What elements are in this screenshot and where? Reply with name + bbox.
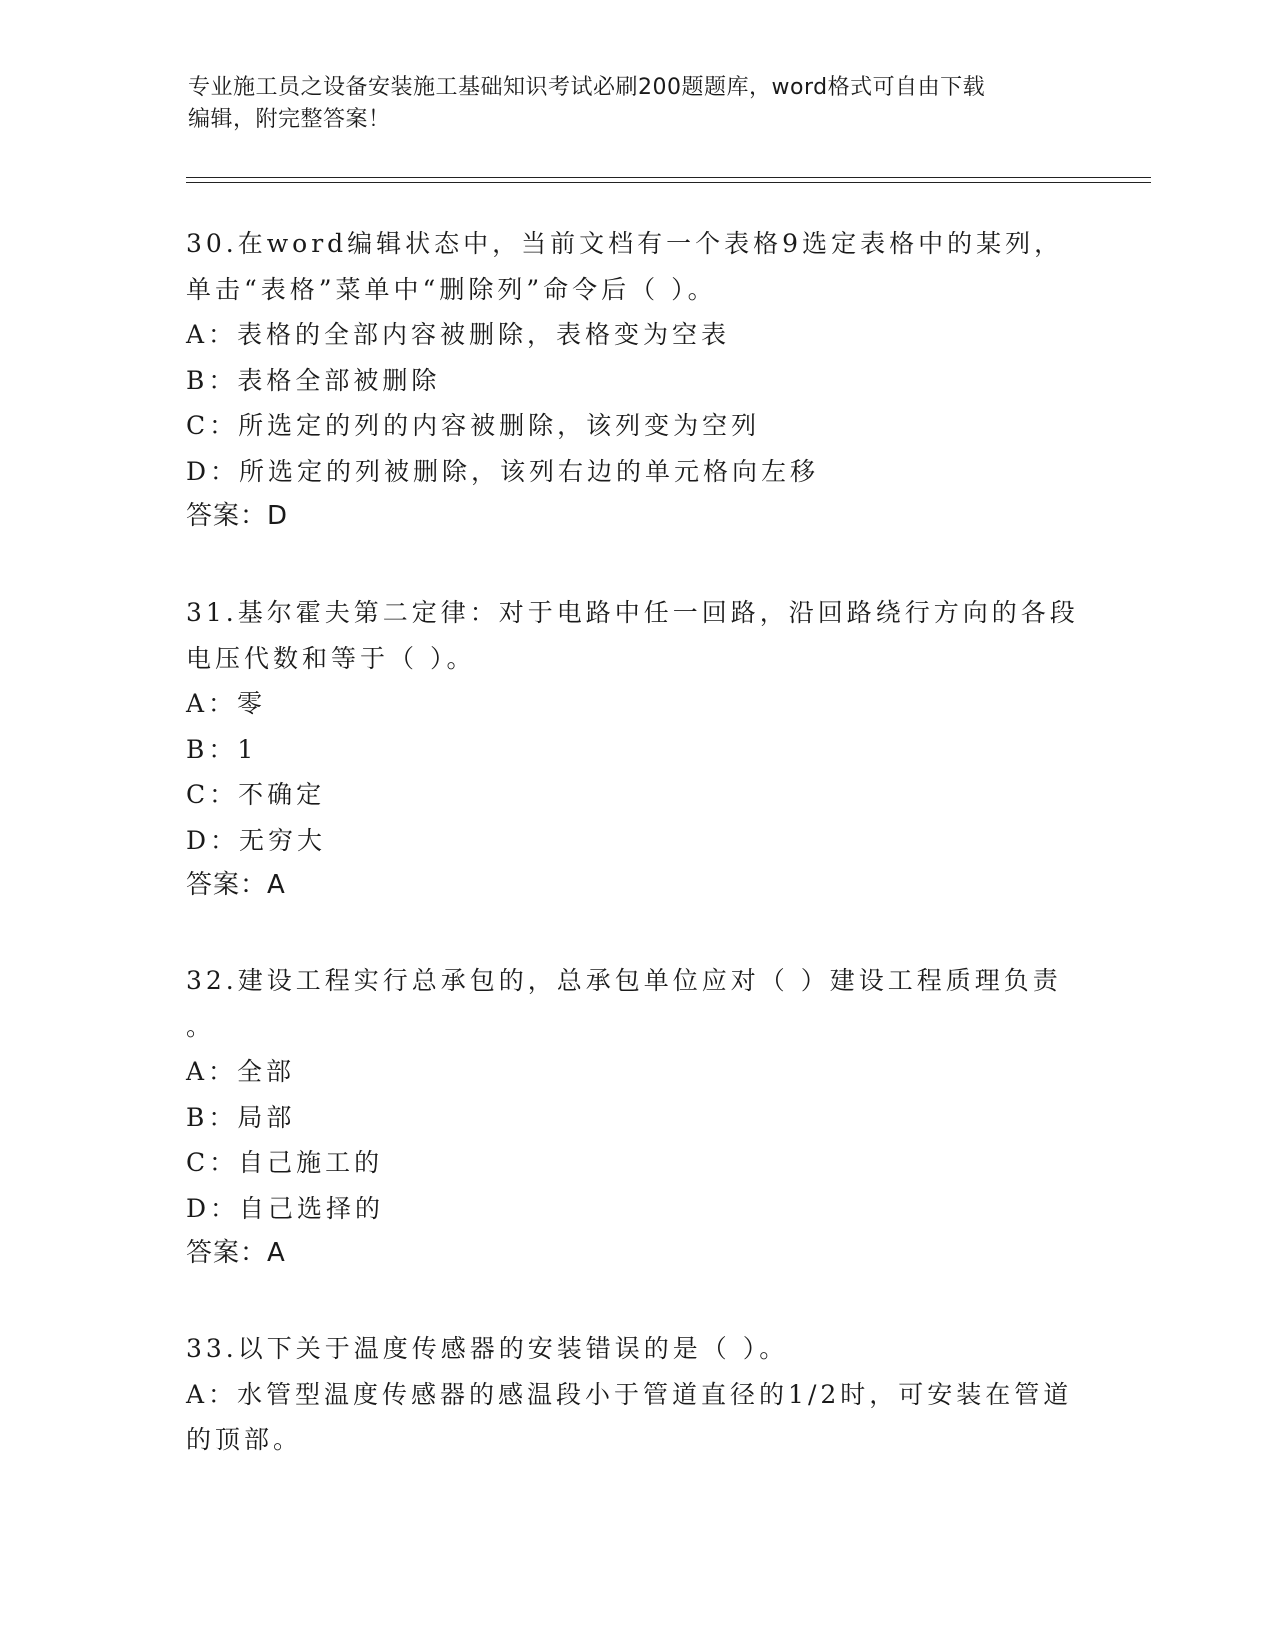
header-line-1: 专业施工员之设备安装施工基础知识考试必刷200题题库，word格式可自由下载 bbox=[188, 75, 986, 100]
option-a: A：零 bbox=[186, 689, 267, 718]
option-d: D：自己选择的 bbox=[186, 1193, 385, 1223]
option-a: A：全部 bbox=[186, 1057, 296, 1086]
option-a: A：表格的全部内容被删除，表格变为空表 bbox=[186, 320, 731, 349]
option-d: D：所选定的列被删除，该列右边的单元格向左移 bbox=[186, 456, 820, 486]
header-divider-second bbox=[186, 182, 1151, 183]
question-30 bbox=[186, 221, 1086, 540]
option-b: B：表格全部被删除 bbox=[186, 365, 441, 395]
question-33 bbox=[186, 1326, 1086, 1463]
header-line-2: 编辑，附完整答案！ bbox=[188, 107, 391, 132]
question-32 bbox=[186, 958, 1086, 1277]
question-stem: 31.基尔霍夫第二定律：对于电路中任一回路，沿回路绕行方向的各段 bbox=[186, 598, 1079, 627]
option-a-continued: 的顶部。 bbox=[186, 1425, 303, 1454]
question-stem-continued: 。 bbox=[186, 1011, 216, 1041]
option-b: B：1 bbox=[186, 734, 258, 764]
question-stem-continued: 单击“表格”菜单中“删除列”命令后（ ）。 bbox=[186, 274, 717, 304]
answer: 答案：D bbox=[186, 501, 289, 531]
document-header bbox=[188, 72, 1088, 136]
answer: 答案：A bbox=[186, 1238, 286, 1268]
question-stem: 32.建设工程实行总承包的，总承包单位应对（ ）建设工程质理负责 bbox=[186, 966, 1062, 995]
option-c: C：自己施工的 bbox=[186, 1148, 384, 1177]
option-c: C：所选定的列的内容被删除，该列变为空列 bbox=[186, 411, 761, 440]
option-c: C：不确定 bbox=[186, 780, 326, 809]
answer: 答案：A bbox=[186, 870, 286, 900]
question-stem-continued: 电压代数和等于（ ）。 bbox=[186, 643, 476, 673]
header-divider bbox=[186, 177, 1151, 178]
option-a: A：水管型温度传感器的感温段小于管道直径的1/2时，可安装在管道 bbox=[186, 1379, 1073, 1409]
option-d: D：无穷大 bbox=[186, 825, 327, 855]
question-stem: 33.以下关于温度传感器的安装错误的是（ ）。 bbox=[186, 1334, 789, 1363]
option-b: B：局部 bbox=[186, 1102, 296, 1132]
question-31 bbox=[186, 590, 1086, 909]
question-stem: 30.在word编辑状态中，当前文档有一个表格9选定表格中的某列， bbox=[186, 229, 1064, 258]
